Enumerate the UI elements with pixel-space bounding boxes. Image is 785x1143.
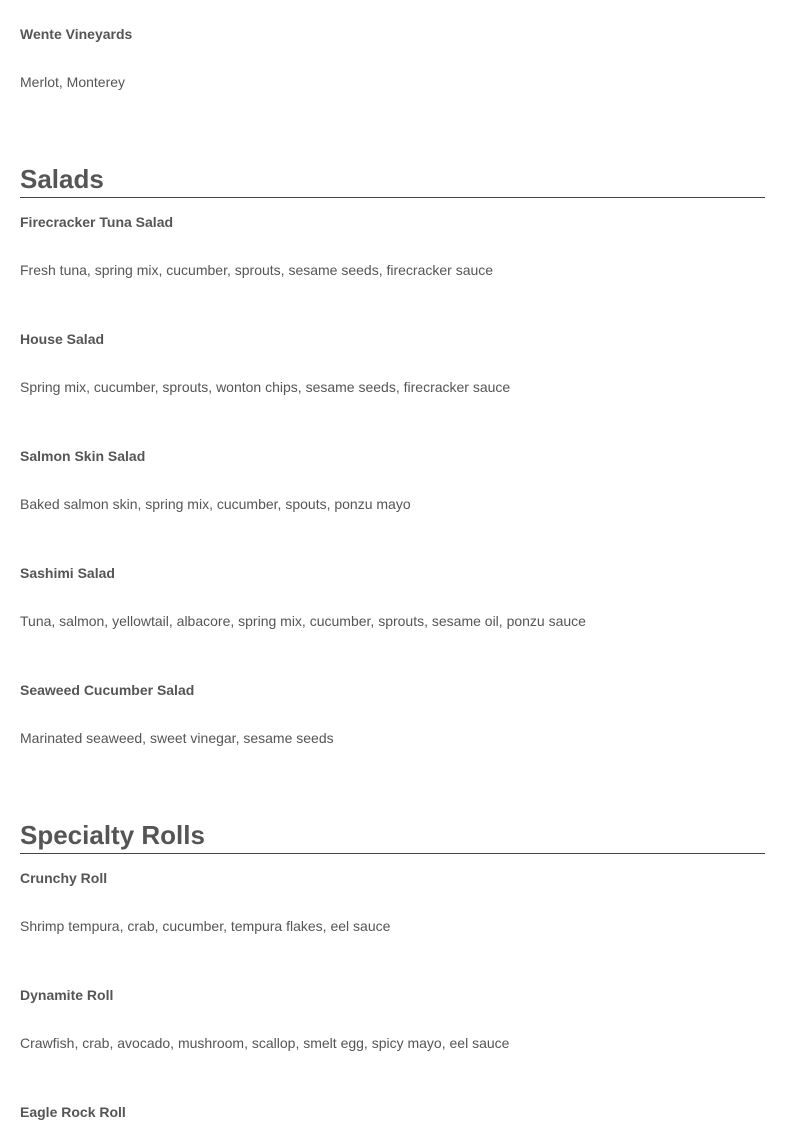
menu-item-name: Firecracker Tuna Salad — [20, 214, 174, 230]
menu-item — [20, 448, 145, 464]
menu-item — [20, 214, 173, 230]
menu-item — [20, 987, 113, 1003]
menu-item-name: Wente Vineyards — [20, 26, 133, 42]
menu-item-name: House Salad — [20, 331, 105, 347]
section-specialty-rolls — [20, 820, 765, 854]
menu-item-name: Crunchy Roll — [20, 870, 108, 886]
menu-item-name: Salmon Skin Salad — [20, 448, 146, 464]
section-title: Specialty Rolls — [20, 820, 765, 854]
section-salads — [20, 164, 765, 198]
menu-item-name: Eagle Rock Roll — [20, 1104, 126, 1120]
menu-item-description: Merlot, Monterey — [20, 74, 126, 90]
menu-item-name: Dynamite Roll — [20, 987, 114, 1003]
menu-item — [20, 565, 115, 581]
menu-item-description: Fresh tuna, spring mix, cucumber, sprouts, sesame seeds, firecracker sauce — [20, 262, 494, 278]
menu-item-name: Seaweed Cucumber Salad — [20, 682, 195, 698]
menu-item-name: Sashimi Salad — [20, 565, 115, 581]
menu-item-description: Shrimp tempura, crab, cucumber, tempura flakes, eel sauce — [20, 918, 391, 934]
menu-item-description: Tuna, salmon, yellowtail, albacore, spring mix, cucumber, sprouts, sesame oil, ponzu sauce — [20, 613, 586, 629]
menu-item-description: Spring mix, cucumber, sprouts, wonton chips, sesame seeds, firecracker sauce — [20, 379, 511, 395]
menu-item — [20, 331, 104, 347]
menu-item — [20, 682, 194, 698]
menu-item-description: Baked salmon skin, spring mix, cucumber, spouts, ponzu mayo — [20, 496, 411, 512]
section-title: Salads — [20, 164, 765, 198]
menu-item-description: Marinated seaweed, sweet vinegar, sesame seeds — [20, 730, 334, 746]
menu-item-wine — [20, 26, 132, 42]
menu-item — [20, 870, 107, 886]
menu-item — [20, 1104, 126, 1120]
menu-item-description: Crawfish, crab, avocado, mushroom, scallop, smelt egg, spicy mayo, eel sauce — [20, 1035, 510, 1051]
